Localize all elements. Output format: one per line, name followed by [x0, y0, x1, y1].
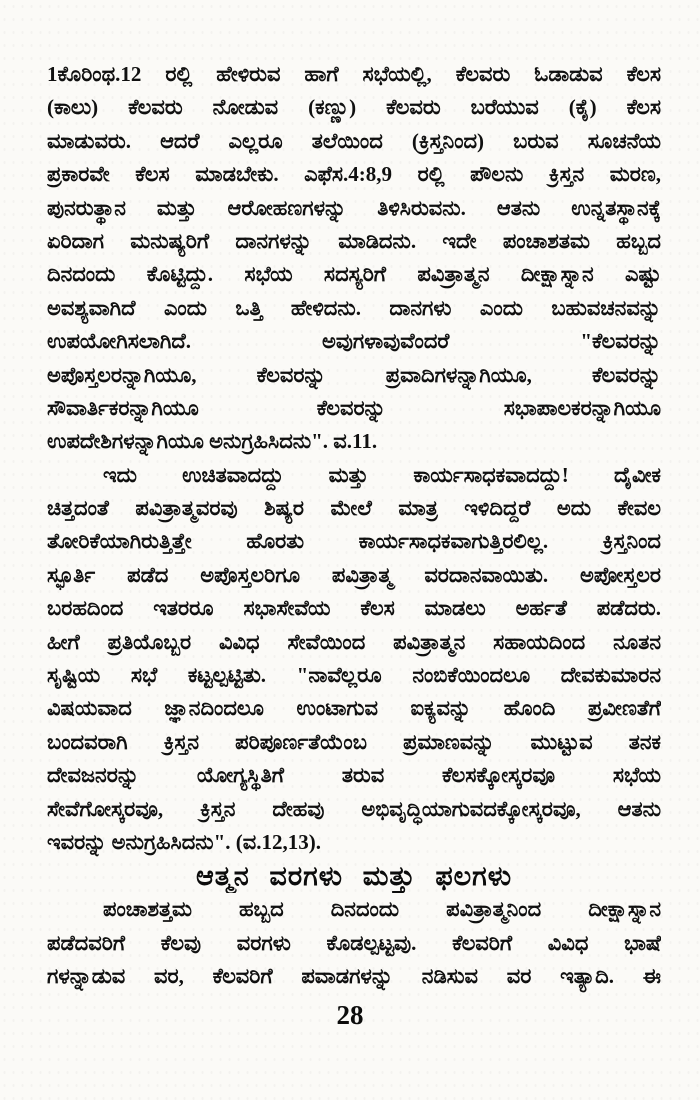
text-line: ಅಪೊಸ್ತಲರನ್ನಾಗಿಯೂ, ಕೆಲವರನ್ನು ಪ್ರವಾದಿಗಳನ್ನಾಗಿಯೂ, ಕೆಲವರನ್ನು — [47, 362, 661, 387]
text-line: ಬಂದವರಾಗಿ ಕ್ರಿಸ್ತನ ಪರಿಪೂರ್ಣತೆಯೆಂಬ ಪ್ರಮಾಣವನ್ನು ಮುಟ್ಟುವ ತನಕ — [47, 729, 661, 754]
text-line: ಉಪಯೋಗಿಸಲಾಗಿದೆ. ಅವುಗಳಾವುವೆಂದರೆ "ಕೆಲವರನ್ನು — [47, 329, 661, 354]
text-line: ಅವಶ್ಯವಾಗಿದೆ ಎಂದು ಒತ್ತಿ ಹೇಳಿದನು. ದಾನಗಳು ಎಂದು ಬಹುವಚನವನ್ನು — [47, 295, 661, 320]
text-line: ಸೃಷ್ಟಿಯ ಸಭೆ ಕಟ್ಟಲ್ಪಟ್ಟಿತು. "ನಾವೆಲ್ಲರೂ ನಂಬಿಕೆಯಿಂದಲೂ ದೇವಕುಮಾರನ — [47, 663, 661, 688]
page-number: 28 — [336, 1000, 364, 1030]
text-line: ಪಂಚಾಶತ್ತಮ ಹಬ್ಬದ ದಿನದಂದು ಪವಿತ್ರಾತ್ಮನಿಂದ ದೀಕ್ಷಾಸ್ನಾನ — [103, 897, 661, 922]
text-line: ಏರಿದಾಗ ಮನುಷ್ಯರಿಗೆ ದಾನಗಳನ್ನು ಮಾಡಿದನು. ಇದೇ ಪಂಚಾಶತಮ ಹಬ್ಬದ — [47, 228, 661, 253]
text-line: ಪುನರುತ್ಥಾನ ಮತ್ತು ಆರೋಹಣಗಳನ್ನು ತಿಳಿಸಿರುವನು. ಆತನು ಉನ್ನತಸ್ಥಾನಕ್ಕೆ — [47, 195, 661, 220]
text-line: ಪಡೆದವರಿಗೆ ಕೆಲವು ವರಗಳು ಕೊಡಲ್ಪಟ್ಟವು. ಕೆಲವರಿಗೆ ವಿವಿಧ ಭಾಷೆ — [47, 930, 661, 955]
text-line: ದಿನದಂದು ಕೊಟ್ಟಿದ್ದು. ಸಭೆಯ ಸದಸ್ಯರಿಗೆ ಪವಿತ್ರಾತ್ಮನ ದೀಕ್ಷಾಸ್ನಾನ ಎಷ್ಟು — [47, 262, 661, 287]
text-line: ವಿಷಯವಾದ ಜ್ಞಾನದಿಂದಲೂ ಉಂಟಾಗುವ ಐಕ್ಯವನ್ನು ಹೊಂದಿ ಪ್ರವೀಣತೆಗೆ — [47, 696, 661, 721]
text-line: 1ಕೊರಿಂಥ.12 ರಲ್ಲಿ ಹೇಳಿರುವ ಹಾಗೆ ಸಭೆಯಲ್ಲಿ, ಕೆಲವರು ಓಡಾಡುವ ಕೆಲಸ — [47, 62, 661, 86]
text-line: (ಕಾಲು) ಕೆಲವರು ನೋಡುವ (ಕಣ್ಣು) ಕೆಲವರು ಬರೆಯುವ (ಕೈ) ಕೆಲಸ — [47, 95, 661, 120]
text-line: ಗಳನ್ನಾಡುವ ವರ, ಕೆಲವರಿಗೆ ಪವಾಡಗಳನ್ನು ನಡಿಸುವ ವರ ಇತ್ಯಾದಿ. ಈ — [47, 964, 661, 989]
text-line: ಮಾಡುವರು. ಆದರೆ ಎಲ್ಲರೂ ತಲೆಯಿಂದ (ಕ್ರಿಸ್ತನಿಂದ) ಬರುವ ಸೂಚನೆಯ — [47, 128, 661, 153]
text-line: ಇವರನ್ನು ಅನುಗ್ರಹಿಸಿದನು". (ವ.12,13). — [47, 829, 321, 854]
text-line: ತೋರಿಕೆಯಾಗಿರುತ್ತಿತ್ತೇ ಹೊರತು ಕಾರ್ಯಸಾಧಕವಾಗುತ್ತಿರಲಿಲ್ಲ. ಕ್ರಿಸ್ತನಿಂದ — [47, 529, 661, 554]
text-line: ಉಪದೇಶಿಗಳನ್ನಾಗಿಯೂ ಅನುಗ್ರಹಿಸಿದನು". ವ.11. — [47, 429, 378, 454]
section-heading: ಆತ್ಮನ ವರಗಳು ಮತ್ತು ಫಲಗಳು — [195, 861, 513, 892]
text-line: ಇದು ಉಚಿತವಾದದ್ದು ಮತ್ತು ಕಾರ್ಯಸಾಧಕವಾದದ್ದು! ದೈವೀಕ — [103, 462, 661, 487]
text-line: ಬರಹದಿಂದ ಇತರರೂ ಸಭಾಸೇವೆಯ ಕೆಲಸ ಮಾಡಲು ಅರ್ಹತೆ ಪಡೆದರು. — [47, 596, 661, 621]
text-line: ಹೀಗೆ ಪ್ರತಿಯೊಬ್ಬರ ವಿವಿಧ ಸೇವೆಯಿಂದ ಪವಿತ್ರಾತ್ಮನ ಸಹಾಯದಿಂದ ನೂತನ — [47, 629, 661, 654]
text-line: ಸೇವೆಗೋಸ್ಕರವೂ, ಕ್ರಿಸ್ತನ ದೇಹವು ಅಭಿವೃದ್ಧಿಯಾಗುವದಕ್ಕೋಸ್ಕರವೂ, ಆತನು — [47, 796, 661, 821]
text-line: ಸೌವಾರ್ತಿಕರನ್ನಾಗಿಯೂ ಕೆಲವರನ್ನು ಸಭಾಪಾಲಕರನ್ನಾಗಿಯೂ — [47, 395, 661, 420]
text-line: ಪ್ರಕಾರವೇ ಕೆಲಸ ಮಾಡಬೇಕು. ಎಫೆಸ.4:8,9 ರಲ್ಲಿ ಪೌಲನು ಕ್ರಿಸ್ತನ ಮರಣ, — [47, 162, 661, 187]
body-text — [47, 58, 661, 994]
text-line: ಸ್ಫೂರ್ತಿ ಪಡೆದ ಅಪೊಸ್ತಲರಿಗೂ ಪವಿತ್ರಾತ್ಮ ವರದಾನವಾಯಿತು. ಅಪೋಸ್ತಲರ — [47, 562, 661, 587]
text-line: ಚಿತ್ತದಂತೆ ಪವಿತ್ರಾತ್ಮವರವು ಶಿಷ್ಯರ ಮೇಲೆ ಮಾತ್ರ ಇಳಿದಿದ್ದರೆ ಅದು ಕೇವಲ — [47, 496, 661, 521]
text-line: ದೇವಜನರನ್ನು ಯೋಗ್ಯಸ್ಥಿತಿಗೆ ತರುವ ಕೆಲಸಕ್ಕೋಸ್ಕರವೂ ಸಭೆಯ — [47, 763, 661, 788]
